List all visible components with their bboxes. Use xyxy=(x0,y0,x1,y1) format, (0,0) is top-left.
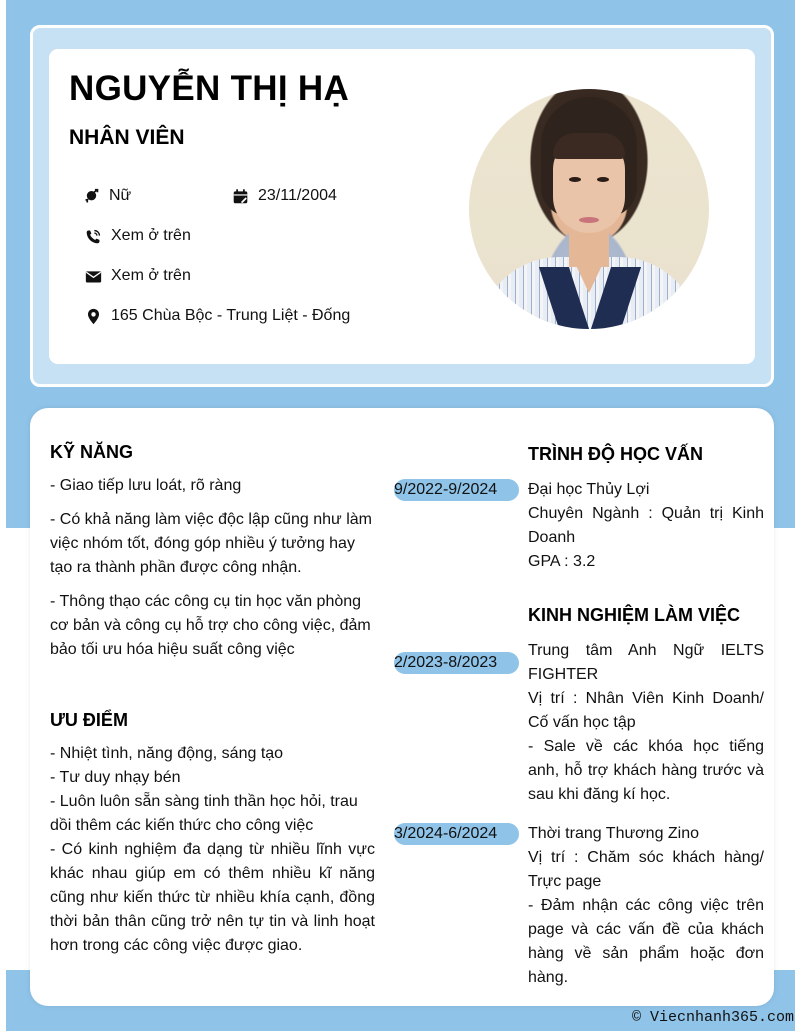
experience-role: Vị trí : Nhân Viên Kinh Doanh/ Cố vấn học tập xyxy=(528,690,764,731)
location-icon xyxy=(84,307,102,325)
gender-icon xyxy=(82,187,100,205)
phone-row xyxy=(84,227,191,245)
candidate-name: NGUYỄN THỊ HẠ xyxy=(69,69,350,108)
strength-item: - Tư duy nhạy bén xyxy=(50,769,181,786)
education-major: Chuyên Ngành : Quản trị Kinh Doanh xyxy=(528,505,764,546)
copyright-footer: © Viecnhanh365.com xyxy=(631,1009,794,1026)
birthday-value: 23/11/2004 xyxy=(258,187,337,204)
gender-row xyxy=(82,187,131,205)
birthday-row xyxy=(231,187,337,205)
header-panel xyxy=(49,49,755,364)
email-icon xyxy=(84,267,102,285)
education-school: Đại học Thủy Lợi xyxy=(528,481,650,498)
experience-description: - Đảm nhận các công việc trên page và các vấn đề của khách hàng về sản phẩm hoặc đơn hàng. xyxy=(528,897,764,986)
experience-company: Trung tâm Anh Ngữ IELTS FIGHTER xyxy=(528,642,764,683)
candidate-position: NHÂN VIÊN xyxy=(69,126,185,149)
address-row xyxy=(84,307,350,325)
strength-item: - Có kinh nghiệm đa dạng từ nhiều lĩnh vực khác nhau giúp em có thêm nhiều kĩ năng cũng như kiến thức từ nhiều khía cạnh, đồng thời bản thân cũng trở nên tự tin và linh hoạt hơn trong các công việc được giao. xyxy=(50,841,375,954)
skill-item: - Giao tiếp lưu loát, rõ ràng xyxy=(50,477,242,494)
phone-icon xyxy=(84,227,102,245)
experience-company: Thời trang Thương Zino xyxy=(528,825,700,842)
experience-period-badge: 3/2024-6/2024 xyxy=(394,823,519,845)
skill-item: - Thông thạo các công cụ tin học văn phòng cơ bản và công cụ hỗ trợ cho công việc, đảm bảo tối ưu hóa hiệu suất công việc xyxy=(50,593,371,658)
email-value[interactable]: Xem ở trên xyxy=(111,267,191,284)
experience-role: Vị trí : Chăm sóc khách hàng/ Trực page xyxy=(528,849,764,890)
education-period-badge: 9/2022-9/2024 xyxy=(394,479,519,501)
main-content-card xyxy=(30,408,774,1006)
experience-heading: KINH NGHIỆM LÀM VIỆC xyxy=(528,605,741,625)
gender-value: Nữ xyxy=(109,187,132,204)
experience-period-badge: 2/2023-8/2023 xyxy=(394,652,519,674)
skill-item: - Có khả năng làm việc độc lập cũng như làm việc nhóm tốt, đóng góp nhiều ý tưởng hay tạo ra thành phần được công nhận. xyxy=(50,511,372,576)
address-value: 165 Chùa Bộc - Trung Liệt - Đống xyxy=(111,307,351,324)
skills-heading: KỸ NĂNG xyxy=(50,442,134,462)
education-heading: TRÌNH ĐỘ HỌC VẤN xyxy=(528,444,703,464)
strength-item: - Luôn luôn sẵn sàng tinh thần học hỏi, trau dồi thêm các kiến thức cho công việc xyxy=(50,793,358,834)
experience-description: - Sale về các khóa học tiếng anh, hỗ trợ khách hàng trước và sau khi đăng kí học. xyxy=(528,738,764,803)
education-gpa: GPA : 3.2 xyxy=(528,553,596,570)
header-card xyxy=(30,25,774,387)
strength-item: - Nhiệt tình, năng động, sáng tạo xyxy=(50,745,284,762)
strengths-heading: ƯU ĐIỂM xyxy=(50,710,128,730)
phone-value[interactable]: Xem ở trên xyxy=(111,227,191,244)
email-row xyxy=(84,267,191,285)
calendar-icon xyxy=(231,187,249,205)
profile-photo xyxy=(469,89,709,329)
